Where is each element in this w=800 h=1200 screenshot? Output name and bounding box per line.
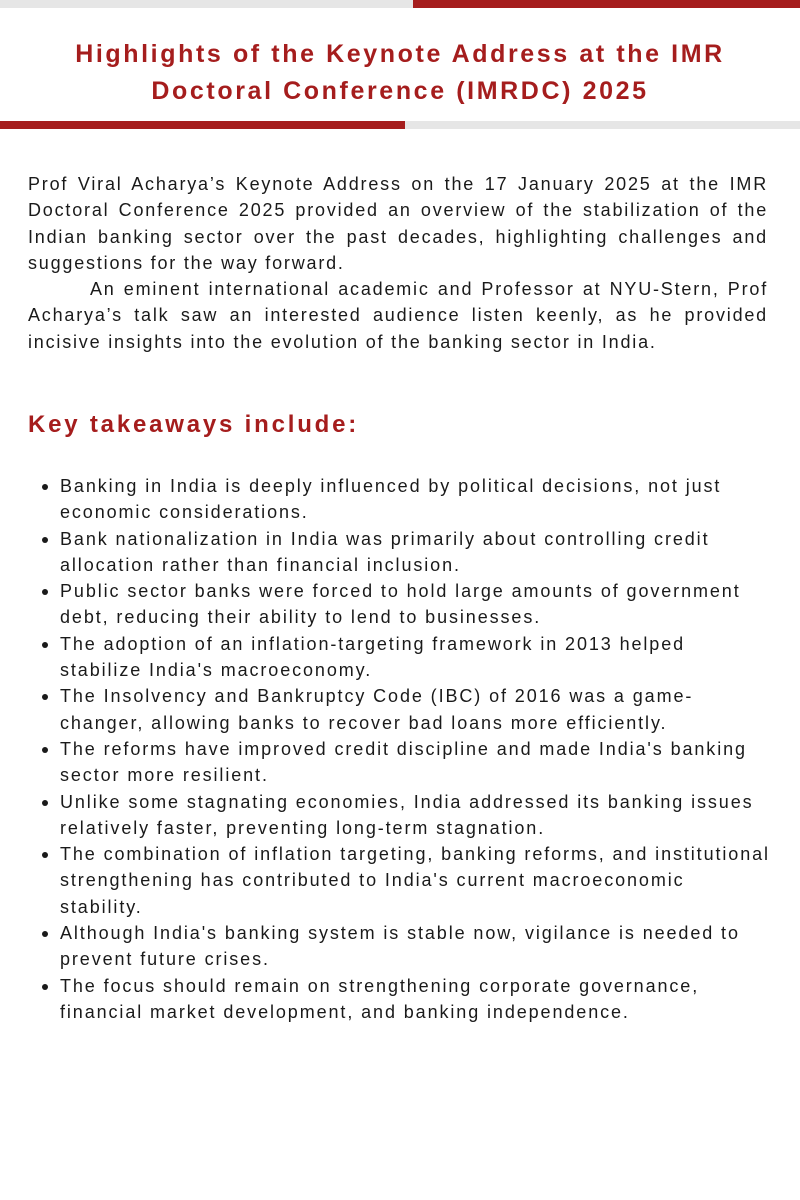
- intro-paragraph-1: Prof Viral Acharya’s Keynote Address on the 17 January 2025 at the IMR Doctoral Conference 2025 provided an overview of the stabilization of the Indian banking sector over the past decades, highlighting challenges and suggestions for the way forward.: [28, 174, 768, 273]
- bullet-icon: [42, 800, 48, 806]
- takeaways-heading: Key takeaways include:: [28, 411, 360, 438]
- list-item: [60, 526, 772, 579]
- bullet-icon: [42, 694, 48, 700]
- list-item-text: The focus should remain on strengthening corporate governance, financial market development, and banking independence.: [60, 975, 700, 1022]
- list-item: [60, 973, 772, 1026]
- title-divider-red: [0, 121, 405, 129]
- bullet-icon: [42, 747, 48, 753]
- bullet-icon: [42, 931, 48, 937]
- list-item-text: Although India's banking system is stable now, vigilance is needed to prevent future crises.: [60, 923, 740, 970]
- list-item-text: Banking in India is deeply influenced by political decisions, not just economic considerations.: [60, 476, 722, 523]
- list-item: [60, 578, 772, 631]
- bullet-icon: [42, 642, 48, 648]
- page-title: [20, 36, 780, 110]
- intro-paragraph-2: An eminent international academic and Professor at NYU-Stern, Prof Acharya’s talk saw an interested audience listen keenly, as he provided incisive insights into the evolution of the banking sector in India.: [28, 279, 768, 352]
- bullet-icon: [42, 852, 48, 858]
- list-item: [60, 631, 772, 684]
- list-item: [60, 920, 772, 973]
- list-item: [60, 841, 772, 920]
- page-title-line-2: Doctoral Conference (IMRDC) 2025: [151, 77, 649, 105]
- title-divider-gray: [405, 121, 800, 129]
- top-divider-red: [413, 0, 800, 8]
- list-item-text: The adoption of an inflation-targeting framework in 2013 helped stabilize India's macroeconomy.: [60, 633, 686, 681]
- list-item: [60, 683, 772, 736]
- list-item: [60, 473, 772, 526]
- bullet-icon: [42, 984, 48, 990]
- bullet-icon: [42, 589, 48, 595]
- list-item-text: Public sector banks were forced to hold large amounts of government debt, reducing their ability to lend to businesses.: [60, 581, 741, 628]
- list-item-text: The combination of inflation targeting, banking reforms, and institutional strengthening has contributed to India's current macroeconomic stability.: [60, 844, 770, 917]
- intro-section: [28, 171, 768, 355]
- list-item: [60, 789, 772, 842]
- bullet-icon: [42, 484, 48, 490]
- list-item-text: Bank nationalization in India was primarily about controlling credit allocation rather than financial inclusion.: [60, 528, 710, 575]
- takeaways-list: [60, 473, 772, 1025]
- list-item-text: Unlike some stagnating economies, India addressed its banking issues relatively faster, preventing long-term stagnation.: [60, 791, 754, 838]
- page-title-line-1: Highlights of the Keynote Address at the IMR: [75, 40, 725, 68]
- list-item: [60, 736, 772, 789]
- top-divider-gray: [0, 0, 413, 8]
- list-item-text: The Insolvency and Bankruptcy Code (IBC) of 2016 was a game-changer, allowing banks to recover bad loans more efficiently.: [60, 686, 694, 733]
- list-item-text: The reforms have improved credit discipline and made India's banking sector more resilient.: [60, 738, 747, 786]
- bullet-icon: [42, 537, 48, 543]
